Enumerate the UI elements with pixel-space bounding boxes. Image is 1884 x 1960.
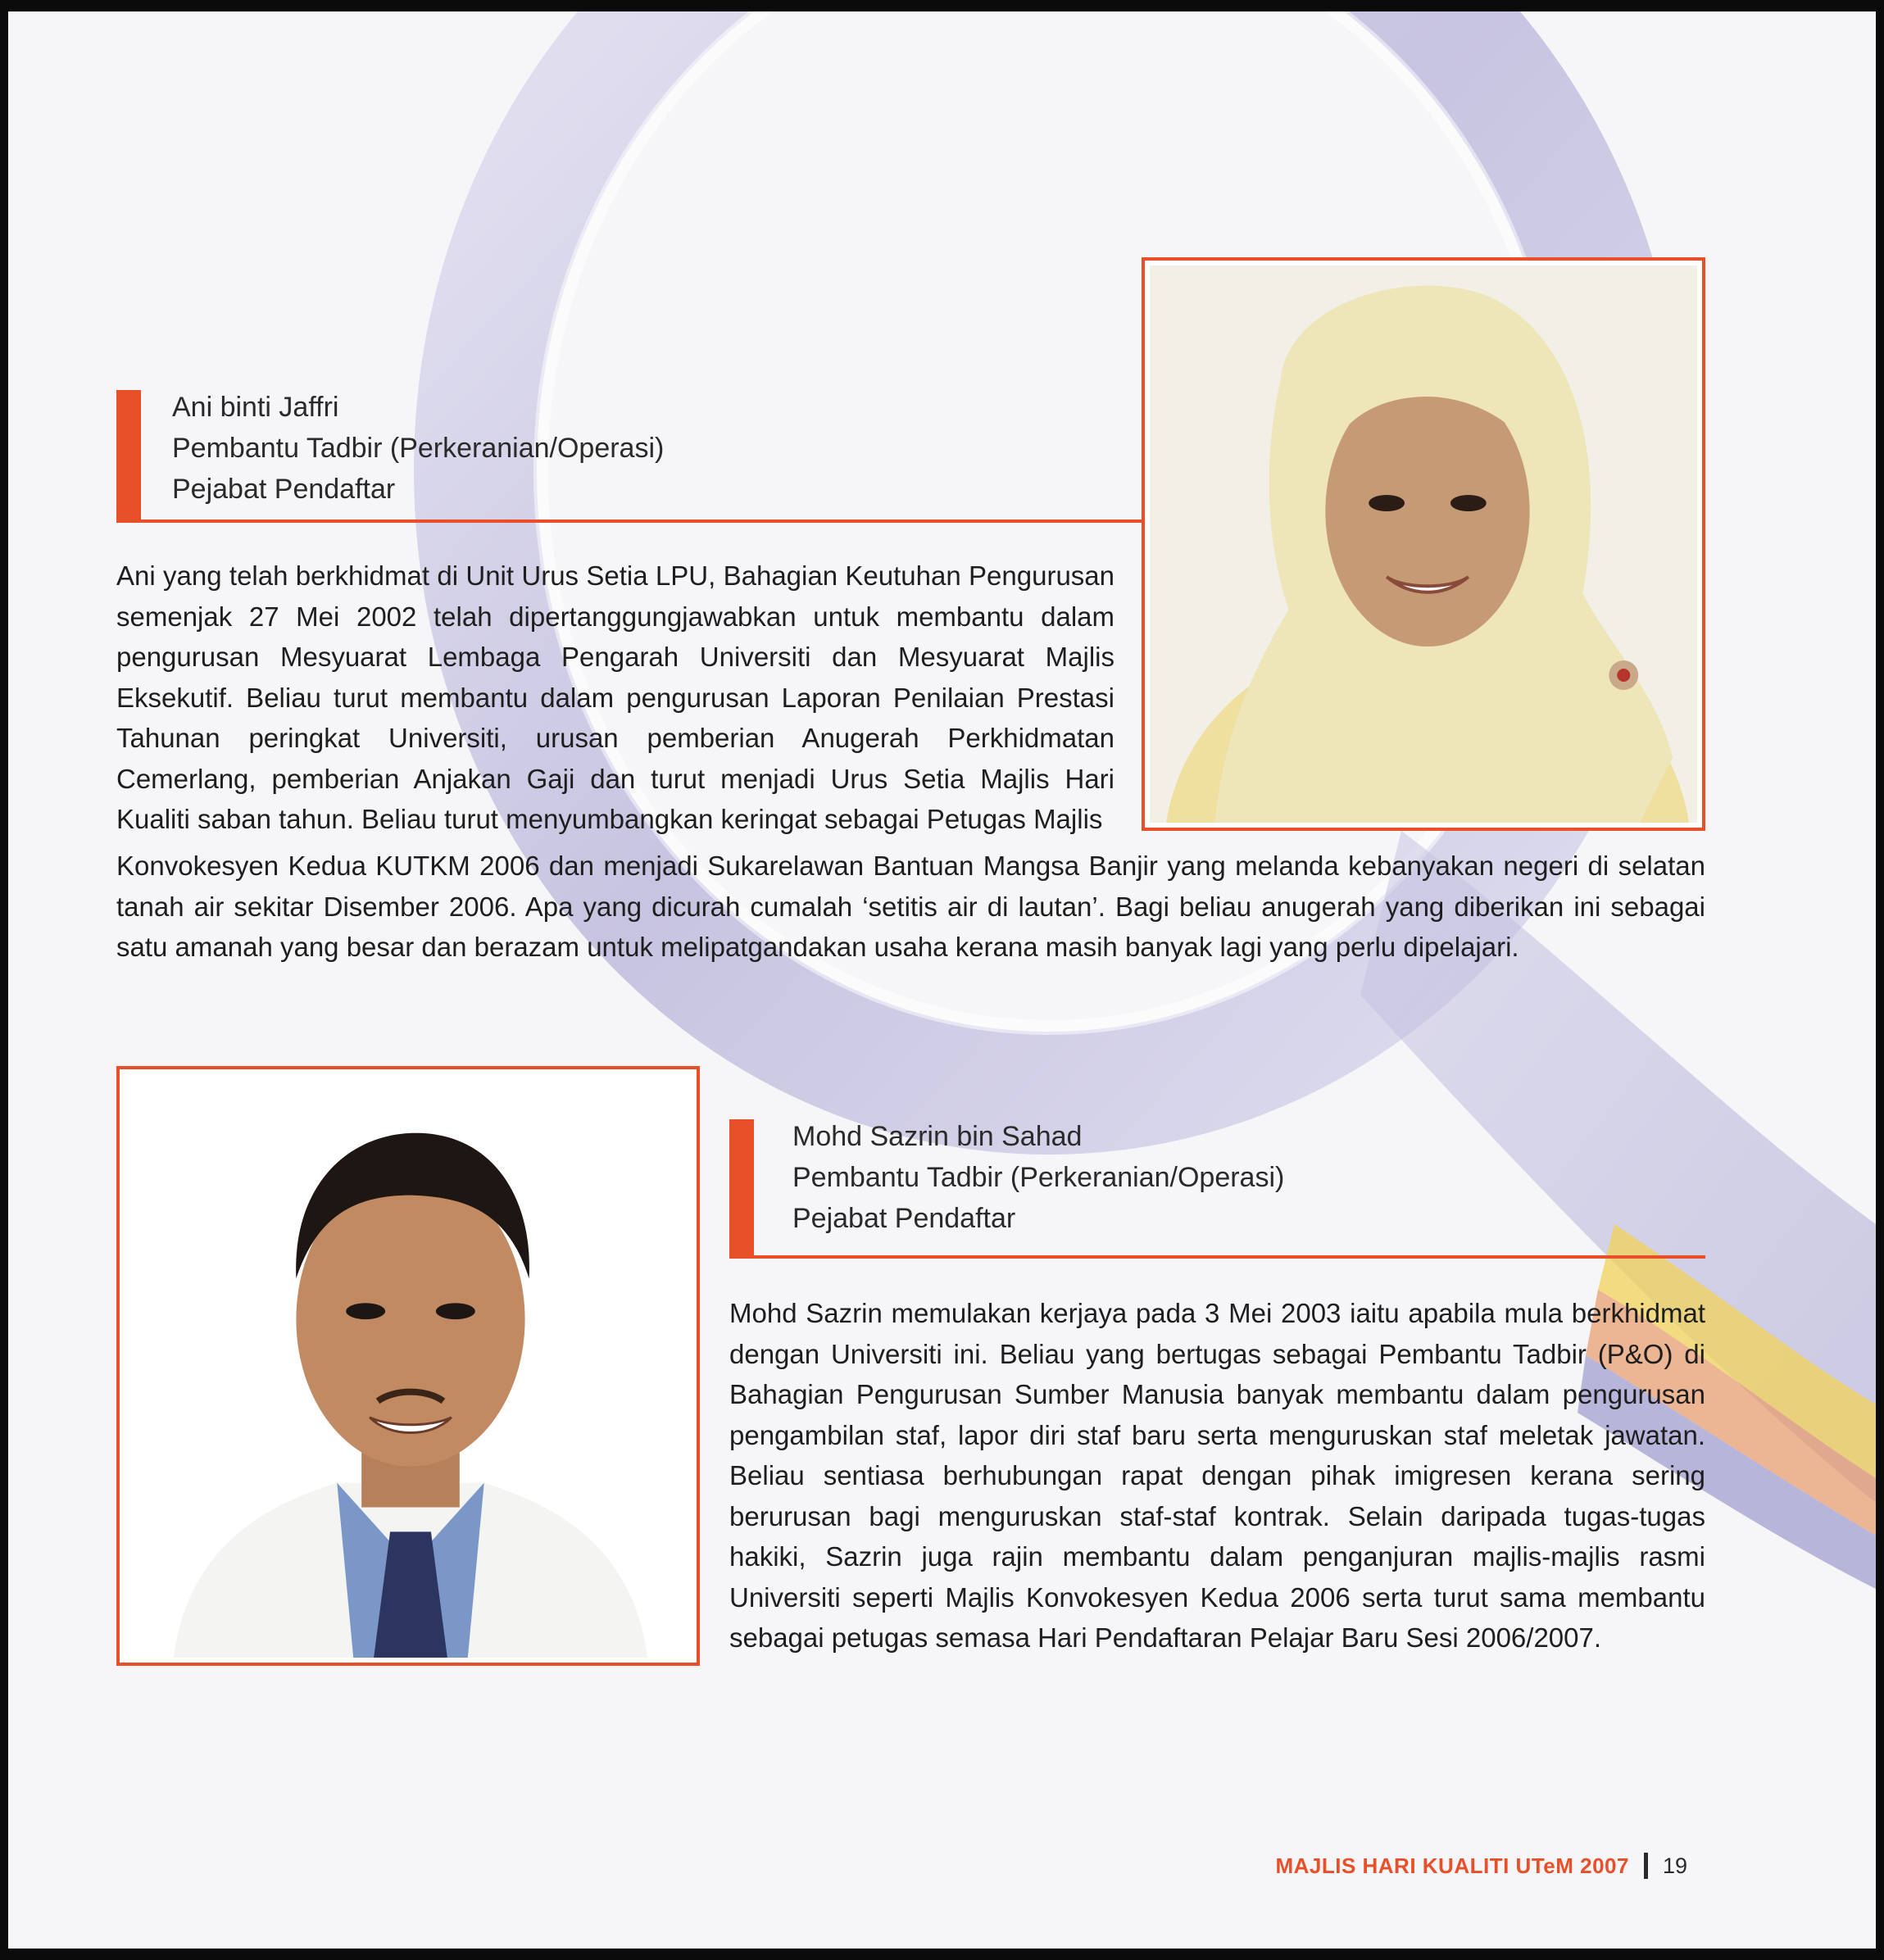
profile1-paragraph-top: Ani yang telah berkhidmat di Unit Urus Setia LPU, Bahagian Keutuhan Pengurusan semenjak 27 Mei 2002 telah dipertanggungjawabkan untuk membantu dalam pengurusan Mesyuarat Lembaga Pengarah Universiti dan Mesyuarat Majlis Eksekutif. Beliau turut membantu dalam pengurusan Laporan Penilaian Prestasi Tahunan peringkat Universiti, urusan pemberian Anugerah Perkhidmatan Cemerlang, pemberian Anjakan Gaji dan turut menjadi Urus Setia Majlis Hari Kualiti saban tahun. Beliau turut menyumbangkan keringat sebagai Petugas Majlis — [116, 560, 1115, 834]
page-footer — [1275, 1853, 1687, 1879]
profile2-paragraph: Mohd Sazrin memulakan kerjaya pada 3 Mei 2003 iaitu apabila mula berkhidmat dengan Universiti ini. Beliau yang bertugas sebagai Pembantu Tadbir (P&O) di Bahagian Pengurusan Sumber Manusia banyak membantu dalam pengurusan pengambilan staf, lapor diri staf baru serta menguruskan staf meletak jawatan. Beliau sentiasa berhubungan rapat dengan pihak imigresen kerana sering berurusan bagi menguruskan staf-staf kontrak. Selain daripada tugas-tugas hakiki, Sazrin juga rajin membantu dalam penganjuran majlis-majlis rasmi Universiti seperti Majlis Konvokesyen Kedua 2006 serta turut sama membantu sebagai petugas semasa Hari Pendaftaran Pelajar Baru Sesi 2006/2007. — [729, 1298, 1705, 1653]
page-number: 19 — [1662, 1853, 1687, 1878]
profile2-rule — [729, 1255, 1705, 1259]
profile2-photo-frame — [116, 1066, 700, 1666]
profile1-paragraph-bottom: Konvokesyen Kedua KUTKM 2006 dan menjadi Sukarelawan Bantuan Mangsa Banjir yang melanda kebanyakan negeri di selatan tanah air sekitar Disember 2006. Apa yang dicurah cumalah ‘setitis air di lautan’. Bagi beliau anugerah yang diberikan ini sebagai satu amanah yang besar dan berazam untuk melipatgandakan usaha kerana masih banyak lagi yang perlu dipelajari. — [116, 851, 1705, 962]
profile2-photo — [125, 1074, 692, 1658]
brochure-page — [8, 11, 1876, 1949]
footer-title: MAJLIS HARI KUALITI UTeM 2007 — [1275, 1853, 1629, 1878]
profile1-rule — [116, 519, 1154, 523]
profile2-name: Mohd Sazrin bin Sahad — [792, 1121, 1083, 1152]
profile1-name-block — [172, 387, 664, 510]
footer-separator — [1644, 1853, 1648, 1879]
profile2-department: Pejabat Pendaftar — [792, 1203, 1016, 1234]
profile1-photo — [1150, 265, 1697, 823]
profile1-accent-bar — [116, 390, 141, 521]
profile1-department: Pejabat Pendaftar — [172, 474, 396, 505]
profile1-position: Pembantu Tadbir (Perkeranian/Operasi) — [172, 433, 665, 464]
profile2-name-block — [792, 1116, 1284, 1239]
profile1-photo-frame — [1142, 257, 1705, 831]
profile2-accent-bar — [729, 1119, 754, 1257]
profile1-name: Ani binti Jaffri — [172, 392, 339, 423]
profile2-position: Pembantu Tadbir (Perkeranian/Operasi) — [792, 1162, 1285, 1193]
